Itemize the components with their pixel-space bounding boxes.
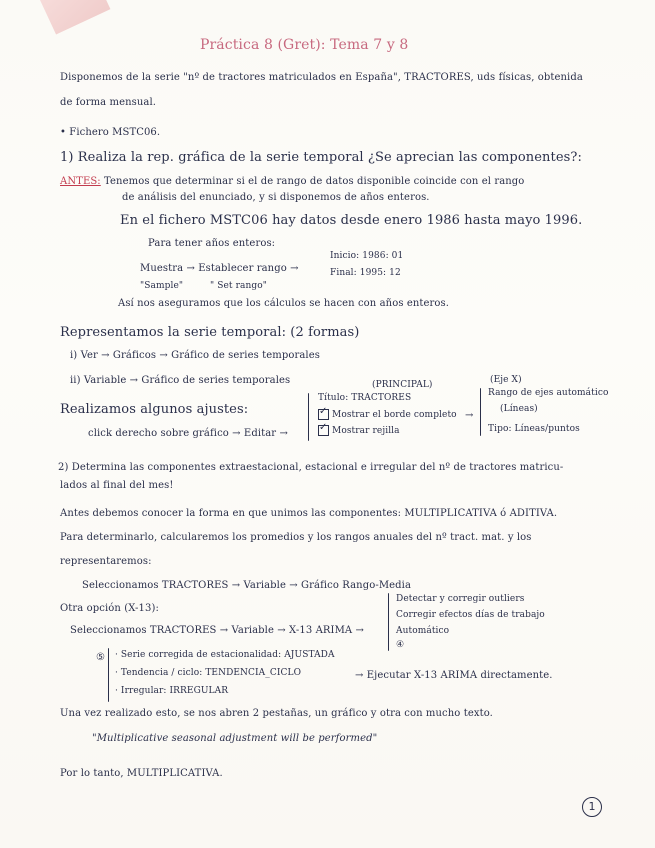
page-number: 1 [582, 797, 602, 817]
ajustes-titulo: Título: TRACTORES [318, 393, 412, 403]
antes-line-2: de análisis del enunciado, y si disponemos de años enteros. [122, 192, 430, 203]
checkbox-checked-icon [318, 409, 329, 420]
series-bullet: ⑤ [96, 652, 106, 663]
washi-tape [40, 0, 110, 34]
muestra-inicio: Inicio: 1986: 01 [330, 251, 404, 261]
series-brace [108, 648, 109, 702]
question-2-line-2: lados al final del mes! [60, 480, 174, 491]
antes2-line-1: Antes debemos conocer la forma en que unimos las componentes: MULTIPLICATIVA ó ADITIVA. [60, 508, 558, 519]
arrow-icon: → [465, 410, 474, 421]
antes-line-1: Tenemos que determinar si el de rango de datos disponible coincide con el rango [104, 176, 525, 187]
asi-line: Así nos aseguramos que los cálculos se hacen con años enteros. [118, 298, 450, 309]
ajustes-rango: Rango de ejes automático [488, 388, 609, 398]
una-vez-line: Una vez realizado esto, se nos abren 2 pestañas, un gráfico y otra con mucho texto. [60, 708, 493, 719]
representamos-ii: ii) Variable → Gráfico de series temporales [70, 375, 291, 386]
ajustes-rejilla-row [318, 425, 400, 436]
seleccionamos-1: Seleccionamos TRACTORES → Variable → Gráfico Rango-Media [82, 580, 412, 591]
ejecutar-x13: → Ejecutar X-13 ARIMA directamente. [355, 670, 553, 681]
series-tendencia: · Tendencia / ciclo: TENDENCIA_CICLO [115, 668, 302, 678]
antes2-line-3: representaremos: [60, 556, 152, 567]
conclusion-line: Por lo tanto, MULTIPLICATIVA. [60, 768, 223, 779]
x13-option-2: Corregir efectos días de trabajo [396, 610, 545, 620]
fichero-note: • Fichero MSTC06. [60, 127, 161, 138]
intro-line-1: Disponemos de la serie "nº de tractores matriculados en España", TRACTORES, uds físicas, obtenida [60, 72, 583, 83]
eje-x-label: (Eje X) [490, 375, 522, 385]
x13-option-3: Automático [396, 626, 450, 636]
series-irregular: · Irregular: IRREGULAR [115, 686, 229, 696]
question-1: 1) Realiza la rep. gráfica de la serie temporal ¿Se aprecian las componentes?: [60, 150, 582, 165]
principal-label: (PRINCIPAL) [372, 380, 433, 390]
muestra-final: Final: 1995: 12 [330, 268, 401, 278]
checkbox-checked-icon [318, 425, 329, 436]
representamos-i: i) Ver → Gráficos → Gráfico de series temporales [70, 350, 320, 361]
ajustes-click-path: click derecho sobre gráfico → Editar → [88, 428, 288, 439]
ajustes-lineas: (Líneas) [500, 404, 538, 414]
ajustes-borde: Mostrar el borde completo [332, 410, 457, 420]
ajustes-title: Realizamos algunos ajustes: [60, 402, 249, 417]
x13-brace [388, 593, 389, 651]
intro-line-2: de forma mensual. [60, 97, 157, 108]
x13-option-4: ④ [396, 640, 405, 650]
antes2-line-2: Para determinarlo, calcularemos los promedios y los rangos anuales del nº tract. mat. y los [60, 532, 532, 543]
representamos-title: Representamos la serie temporal: (2 formas) [60, 325, 360, 340]
ajustes-rejilla: Mostrar rejilla [332, 426, 400, 436]
antes-label: ANTES: [60, 176, 101, 187]
ajustes-borde-row [318, 409, 457, 420]
series-ajustada: · Serie corregida de estacionalidad: AJUSTADA [115, 650, 335, 660]
x13-option-1: Detectar y corregir outliers [396, 594, 525, 604]
page-title: Práctica 8 (Gret): Tema 7 y 8 [200, 37, 409, 53]
ajustes-brace [308, 393, 309, 441]
antes-line-4: Para tener años enteros: [148, 238, 276, 249]
question-2-line-1: 2) Determina las componentes extraestacional, estacional e irregular del nº de tractores matricu- [58, 462, 564, 473]
eje-brace [480, 388, 481, 436]
quote-line: "Multiplicative seasonal adjustment will be performed" [92, 733, 378, 744]
seleccionamos-2: Seleccionamos TRACTORES → Variable → X-13 ARIMA → [70, 625, 365, 636]
muestra-sample: "Sample" [140, 281, 184, 291]
ajustes-tipo: Tipo: Líneas/puntos [488, 424, 580, 434]
muestra-set-rango: " Set rango" [210, 281, 267, 291]
otra-opcion: Otra opción (X-13): [60, 603, 159, 614]
antes-line-3: En el fichero MSTC06 hay datos desde enero 1986 hasta mayo 1996. [120, 213, 583, 228]
muestra-path: Muestra → Establecer rango → [140, 263, 299, 274]
